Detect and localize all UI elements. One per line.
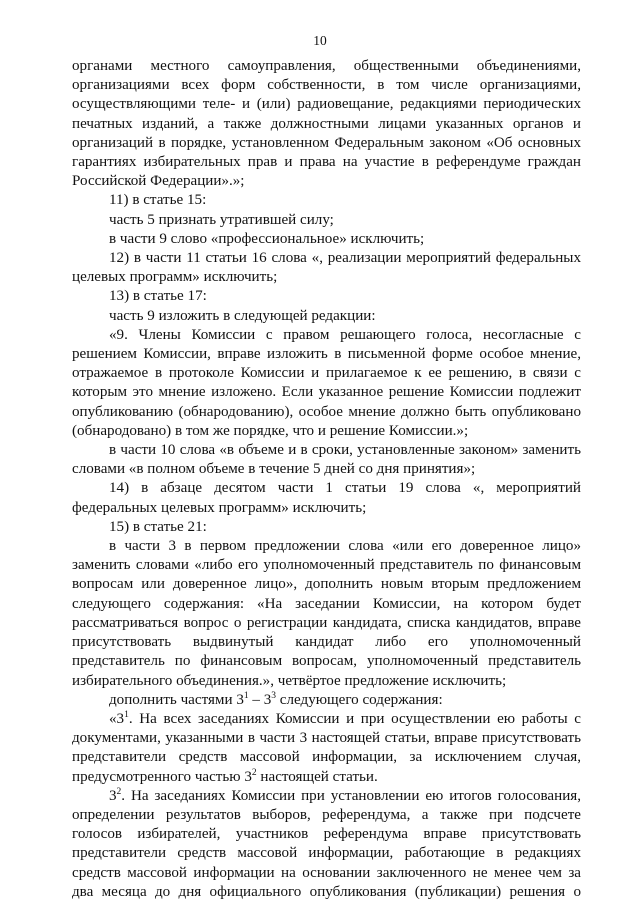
paragraph: в части 9 слово «профессиональное» исключить; <box>109 230 425 247</box>
paragraph <box>72 691 581 710</box>
paragraph: 12) в части 11 статьи 16 слова «, реализации мероприятий федеральных целевых программ» исключить; <box>72 250 581 286</box>
text-run: – 3 <box>248 691 272 708</box>
paragraph: 14) в абзаце десятом части 1 статьи 19 слова «, мероприятий федеральных целевых программ» исключить; <box>72 480 581 516</box>
paragraph: 15) в статье 21: <box>109 518 207 535</box>
paragraph: 11) в статье 15: <box>109 192 207 209</box>
paragraph: в части 10 слова «в объеме и в сроки, установленные законом» заменить словами «в полном объеме в течение 5 дней со дня принятия»; <box>72 442 581 478</box>
text-run: 3 <box>109 787 117 804</box>
text-run: . На заседаниях Комиссии при установлении ею итогов голосования, определении результатов выборов, референдума, а также при подсчете голосов избирателей, участников референдума вправе присутствовать представители средств массовой информации, работающие в редакциях средств массовой информации на основании заключенного не менее чем за два месяца до дня официального опубликования (публикации) решения о <box>72 787 581 900</box>
paragraph: органами местного самоуправления, общественными объединениями, организациями всех форм собственности, в том числе организациями, осуществляющими теле- и (или) радиовещание, редакциями периодических печатных изданий, а также должностными лицами указанных органов и организаций в порядке, установленном Федеральным законом «Об основных гарантиях избирательных прав и права на участие в референдуме граждан Российской Федерации».»; <box>72 58 581 190</box>
text-run: настоящей статьи. <box>256 768 378 785</box>
text-run: «3 <box>109 710 125 727</box>
superscript: 2 <box>116 786 122 797</box>
superscript: 1 <box>124 709 129 720</box>
paragraph: часть 5 признать утратившей силу; <box>109 211 334 228</box>
paragraph: 13) в статье 17: <box>109 288 207 305</box>
paragraph: часть 9 изложить в следующей редакции: <box>109 307 376 324</box>
superscript: 3 <box>271 690 277 701</box>
text-run: . На всех заседаниях Комиссии и при осуществлении ею работы с документами, указанными в части 3 настоящей статьи, вправе присутствовать представители средств массовой информации, за исключением случая, предусмотренного частью 3 <box>72 710 581 785</box>
paragraph <box>72 787 581 902</box>
paragraph: «9. Члены Комиссии с правом решающего голоса, несогласные с решением Комиссии, вправе изложить в письменной форме особое мнение, отражаемое в протоколе Комиссии и прилагаемое к ее решению, в связи с которым это мнение изложено. Если указанное решение Комиссии подлежит опубликованию (обнародованию), особое мнение должно быть опубликовано (обнародовано) в том же порядке, что и решение Комиссии.»; <box>72 326 581 439</box>
superscript: 1 <box>243 690 249 701</box>
paragraph: в части 3 в первом предложении слова «или его доверенное лицо» заменить словами «либо его уполномоченный представитель по финансовым вопросам или доверенное лицо», дополнить новым вторым предложением следующего содержания: «На заседании Комиссии, на котором будет рассматриваться вопрос о регистрации кандидата, списка кандидатов, вправе присутствовать выдвинутый кандидат либо его уполномоченный представитель по финансовым вопросам, уполномоченный представитель избирательного объединения.», четвёртое предложение исключить; <box>72 538 581 689</box>
text-run: следующего содержания: <box>276 691 443 708</box>
superscript: 2 <box>251 767 257 778</box>
paragraph <box>72 710 581 787</box>
page-number: 10 <box>313 33 327 48</box>
document-body <box>72 57 581 902</box>
text-run: дополнить частями 3 <box>109 691 244 708</box>
